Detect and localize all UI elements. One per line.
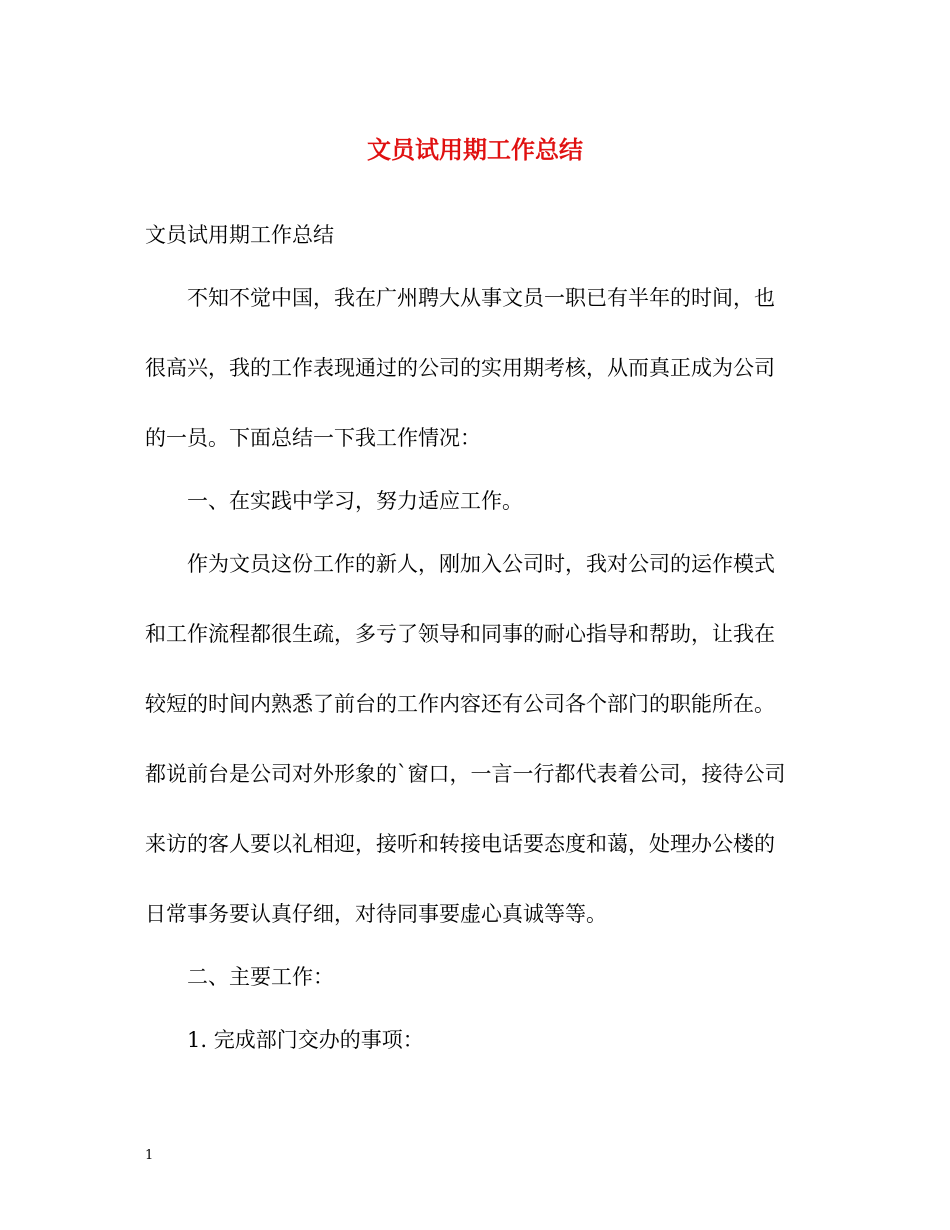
paragraph-line: 来访的客人要以礼相迎，接听和转接电话要态度和蔼，处理办公楼的 (145, 832, 775, 856)
paragraph-line: 不知不觉中国，我在广州聘大从事文员一职已有半年的时间，也 (187, 286, 775, 310)
paragraph-line: 作为文员这份工作的新人，刚加入公司时，我对公司的运作模式 (187, 552, 775, 576)
paragraph-line: 的一员。下面总结一下我工作情况： (145, 426, 481, 450)
paragraph-line: 日常事务要认真仔细，对待同事要虚心真诚等等。 (145, 902, 607, 926)
paragraph-line: 较短的时间内熟悉了前台的工作内容还有公司各个部门的职能所在。 (145, 692, 775, 716)
paragraph-line: 很高兴，我的工作表现通过的公司的实用期考核，从而真正成为公司 (145, 356, 775, 380)
paragraph-line: 和工作流程都很生疏，多亏了领导和同事的耐心指导和帮助，让我在 (145, 622, 775, 646)
page-number: 1 (145, 1148, 154, 1163)
section-heading-2: 二、主要工作： (187, 965, 334, 989)
paragraph-line: 都说前台是公司对外形象的`窗口，一言一行都代表着公司，接待公司 (145, 762, 786, 786)
subtitle-line: 文员试用期工作总结 (145, 223, 334, 247)
document-title: 文员试用期工作总结 (367, 135, 583, 164)
section-heading-1: 一、在实践中学习，努力适应工作。 (187, 489, 523, 513)
list-item: 1. 完成部门交办的事项： (187, 1028, 424, 1052)
